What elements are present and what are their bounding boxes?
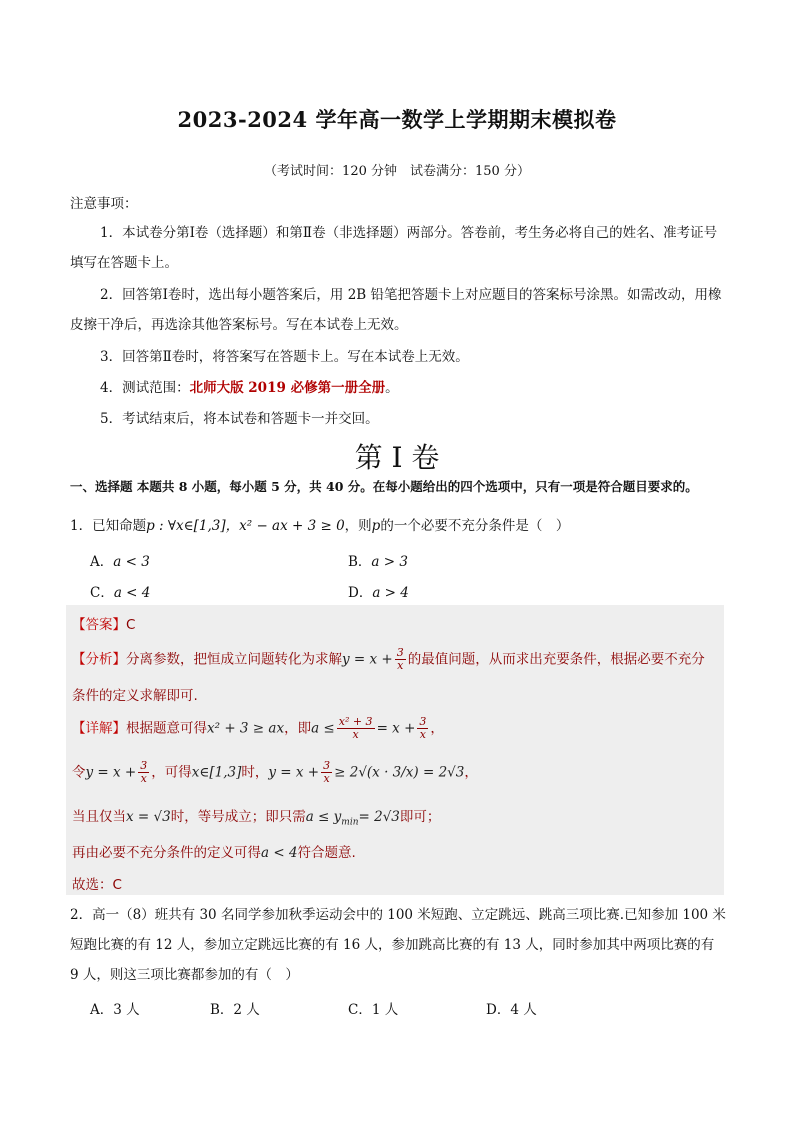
note-2: 2．回答第Ⅰ卷时，选出每小题答案后，用 2B 铅笔把答题卡上对应题目的答案标号涂黑。如需改动，用橡皮擦干净后，再选涂其他答案标号。写在本试卷上无效。 bbox=[70, 287, 722, 333]
exam-info: （考试时间：120 分钟 试卷满分：150 分） bbox=[264, 164, 530, 179]
volume-title: 第 I 卷 bbox=[354, 441, 440, 474]
detail-line-3: 当且仅当x = √3时，等号成立；即只需$a \le y_{min}= 2√3$即可； bbox=[72, 809, 441, 828]
q1-option-a: A．a < 3 bbox=[90, 554, 150, 570]
q1-option-b: B．a > 3 bbox=[348, 554, 408, 570]
detail-line-2: 令y = x + $\frac{3}{x}$ ，可得x∈[1,3]时，y = x + $\frac{3}{x}$ ≥ 2√(x · 3/x) = 2√3， bbox=[72, 759, 478, 785]
q2-option-d: D．4 人 bbox=[486, 1002, 537, 1018]
fraction: $\frac{\text{x² + 3}}{x}$ bbox=[338, 715, 373, 741]
q2-option-a: A．3 人 bbox=[90, 1002, 140, 1018]
question-1-stem: 1．已知命题p : ∀x∈[1,3]，x² − ax + 3 ≥ 0，则p的一个必要不充分条件是（ ） bbox=[70, 518, 570, 534]
note-1: 1．本试卷分第Ⅰ卷（选择题）和第Ⅱ卷（非选择题）两部分。答卷前，考生务必将自己的姓名、准考证号填写在答题卡上。 bbox=[70, 225, 718, 271]
answer-line: 【答案】C bbox=[72, 617, 136, 633]
answer-value: C bbox=[126, 617, 136, 633]
q2-option-c: C．1 人 bbox=[348, 1002, 399, 1018]
analysis-line-2: 条件的定义求解即可. bbox=[72, 688, 198, 704]
notes-heading: 注意事项： bbox=[70, 196, 138, 212]
page-title: 2023-2024 学年高一数学上学期期末模拟卷 bbox=[177, 107, 617, 132]
note-3: 3．回答第Ⅱ卷时，将答案写在答题卡上。写在本试卷上无效。 bbox=[100, 349, 469, 365]
detail-line-4: 再由必要不充分条件的定义可得a < 4符合题意. bbox=[72, 845, 356, 861]
analysis-line-1: 【分析】分离参数，把恒成立问题转化为求解y = x + $\frac{3}{x}$ 的最值问题，从而求出充要条件，根据必要不充分 bbox=[72, 646, 705, 672]
fraction: $\frac{3}{x}$ bbox=[323, 759, 331, 785]
note-4: 4．测试范围：北师大版 2019 必修第一册全册。 bbox=[100, 380, 399, 396]
test-range: 北师大版 2019 必修第一册全册 bbox=[189, 380, 386, 396]
note-5: 5．考试结束后，将本试卷和答题卡一并交回。 bbox=[100, 411, 379, 427]
q1-option-c: C．a < 4 bbox=[90, 585, 151, 601]
conclusion-line: 故选：C bbox=[72, 877, 122, 893]
fraction: $\frac{3}{x}$ bbox=[419, 715, 427, 741]
fraction: $\frac{3}{x}$ bbox=[396, 646, 404, 672]
question-2-stem: 2．高一（8）班共有 30 名同学参加秋季运动会中的 100 米短跑、立定跳远、跳高三项比赛.已知参加 100 米短跑比赛的有 12 人，参加立定跳远比赛的有 16 人，参加跳高比赛的有 13 人，同时参加其中两项比赛的有 9 人，则这三项比赛都参加的有（ ） bbox=[70, 907, 726, 983]
section-heading: 一、选择题 本题共 8 小题，每小题 5 分，共 40 分。在每小题给出的四个选项中，只有一项是符合题目要求的。 bbox=[70, 479, 698, 494]
fraction: $\frac{3}{x}$ bbox=[140, 759, 148, 785]
q2-option-b: B．2 人 bbox=[210, 1002, 260, 1018]
q1-option-d: D．a > 4 bbox=[348, 585, 409, 601]
detail-line-1: 【详解】根据题意可得x² + 3 ≥ ax，即a ≤ $\frac{\text{x² + 3}}{x}$ = x + $\frac{3}{x}$ ， bbox=[72, 715, 444, 741]
